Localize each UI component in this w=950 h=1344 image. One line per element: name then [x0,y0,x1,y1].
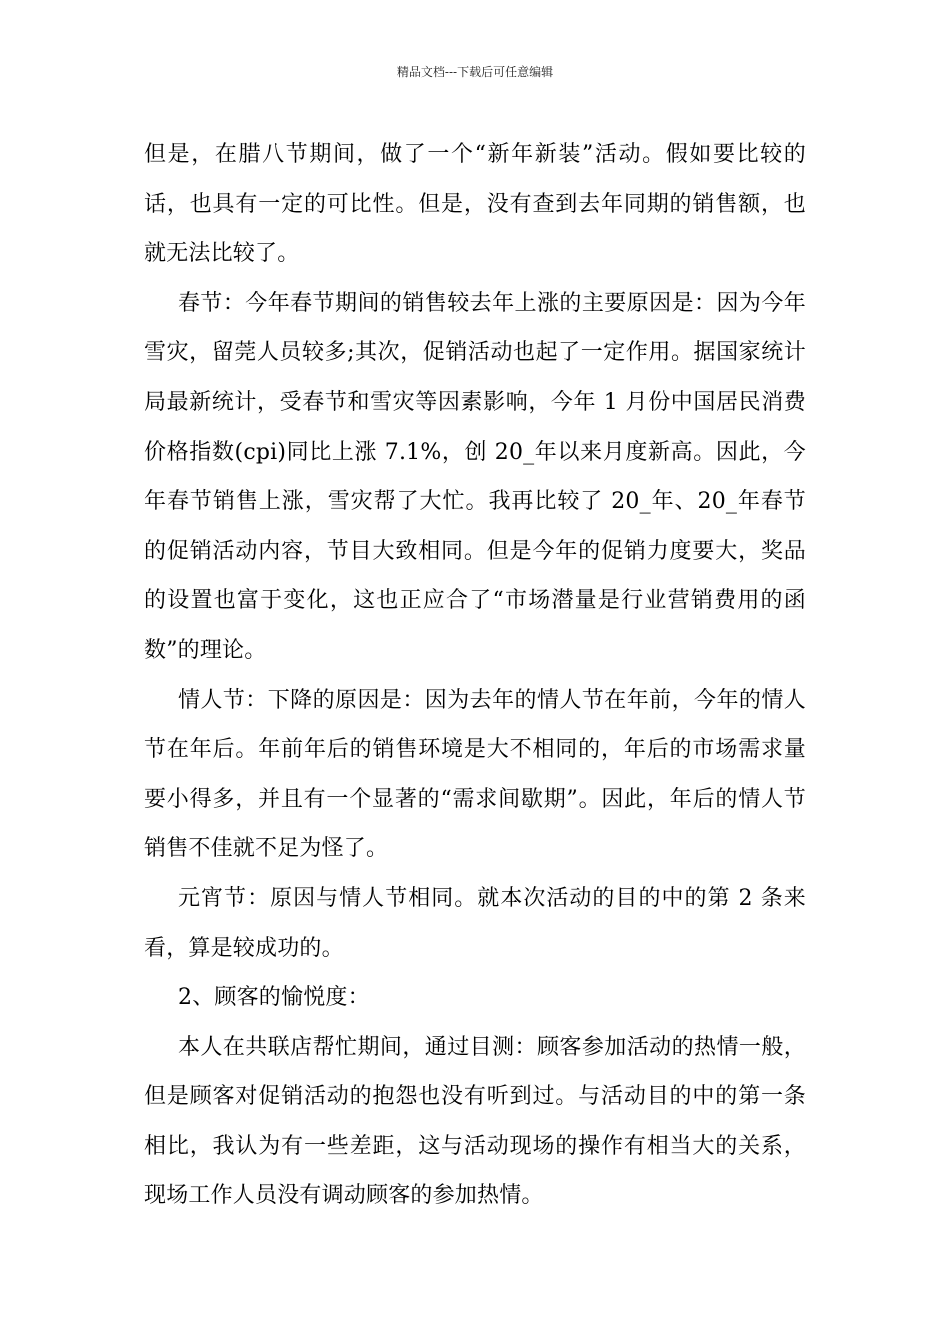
document-body [144,130,806,1221]
paragraph-valentines-day: 情人节：下降的原因是：因为去年的情人节在年前，今年的情人节在年后。年前年后的销售环境是大不相同的，年后的市场需求量要小得多，并且有一个显著的“需求间歇期”。因此，年后的情人节销售不佳就不足为怪了。 [144,687,806,862]
paragraph-laba: 但是，在腊八节期间，做了一个“新年新装”活动。假如要比较的话，也具有一定的可比性。但是，没有查到去年同期的销售额，也就无法比较了。 [144,142,806,267]
paragraph-spring-festival: 春节：今年春节期间的销售较去年上涨的主要原因是：因为今年雪灾，留莞人员较多;其次，促销活动也起了一定作用。据国家统计局最新统计，受春节和雪灾等因素影响，今年 1 月份中国居民消费价格指数(cpi)同比上涨 7.1%，创 20_年以来月度新高。因此，今年春节销售上涨，雪灾帮了大忙。我再比较了 20_年、20_年春节的促销活动内容，节目大致相同。但是今年的促销力度要大，奖品的设置也富于变化，这也正应合了“市场潜量是行业营销费用的函数”的理论。 [144,290,806,663]
paragraph-lantern-festival: 元宵节：原因与情人节相同。就本次活动的目的中的第 2 条来看，算是较成功的。 [144,885,806,961]
paragraph-customer-observation: 本人在共联店帮忙期间，通过目测：顾客参加活动的热情一般，但是顾客对促销活动的抱怨也没有听到过。与活动目的中的第一条相比，我认为有一些差距，这与活动现场的操作有相当大的关系，现场工作人员没有调动顾客的参加热情。 [144,1034,806,1209]
section-heading-customer-satisfaction: 2、顾客的愉悦度： [178,985,370,1011]
page-header: 精品文档---下载后可任意编辑 [396,65,554,79]
